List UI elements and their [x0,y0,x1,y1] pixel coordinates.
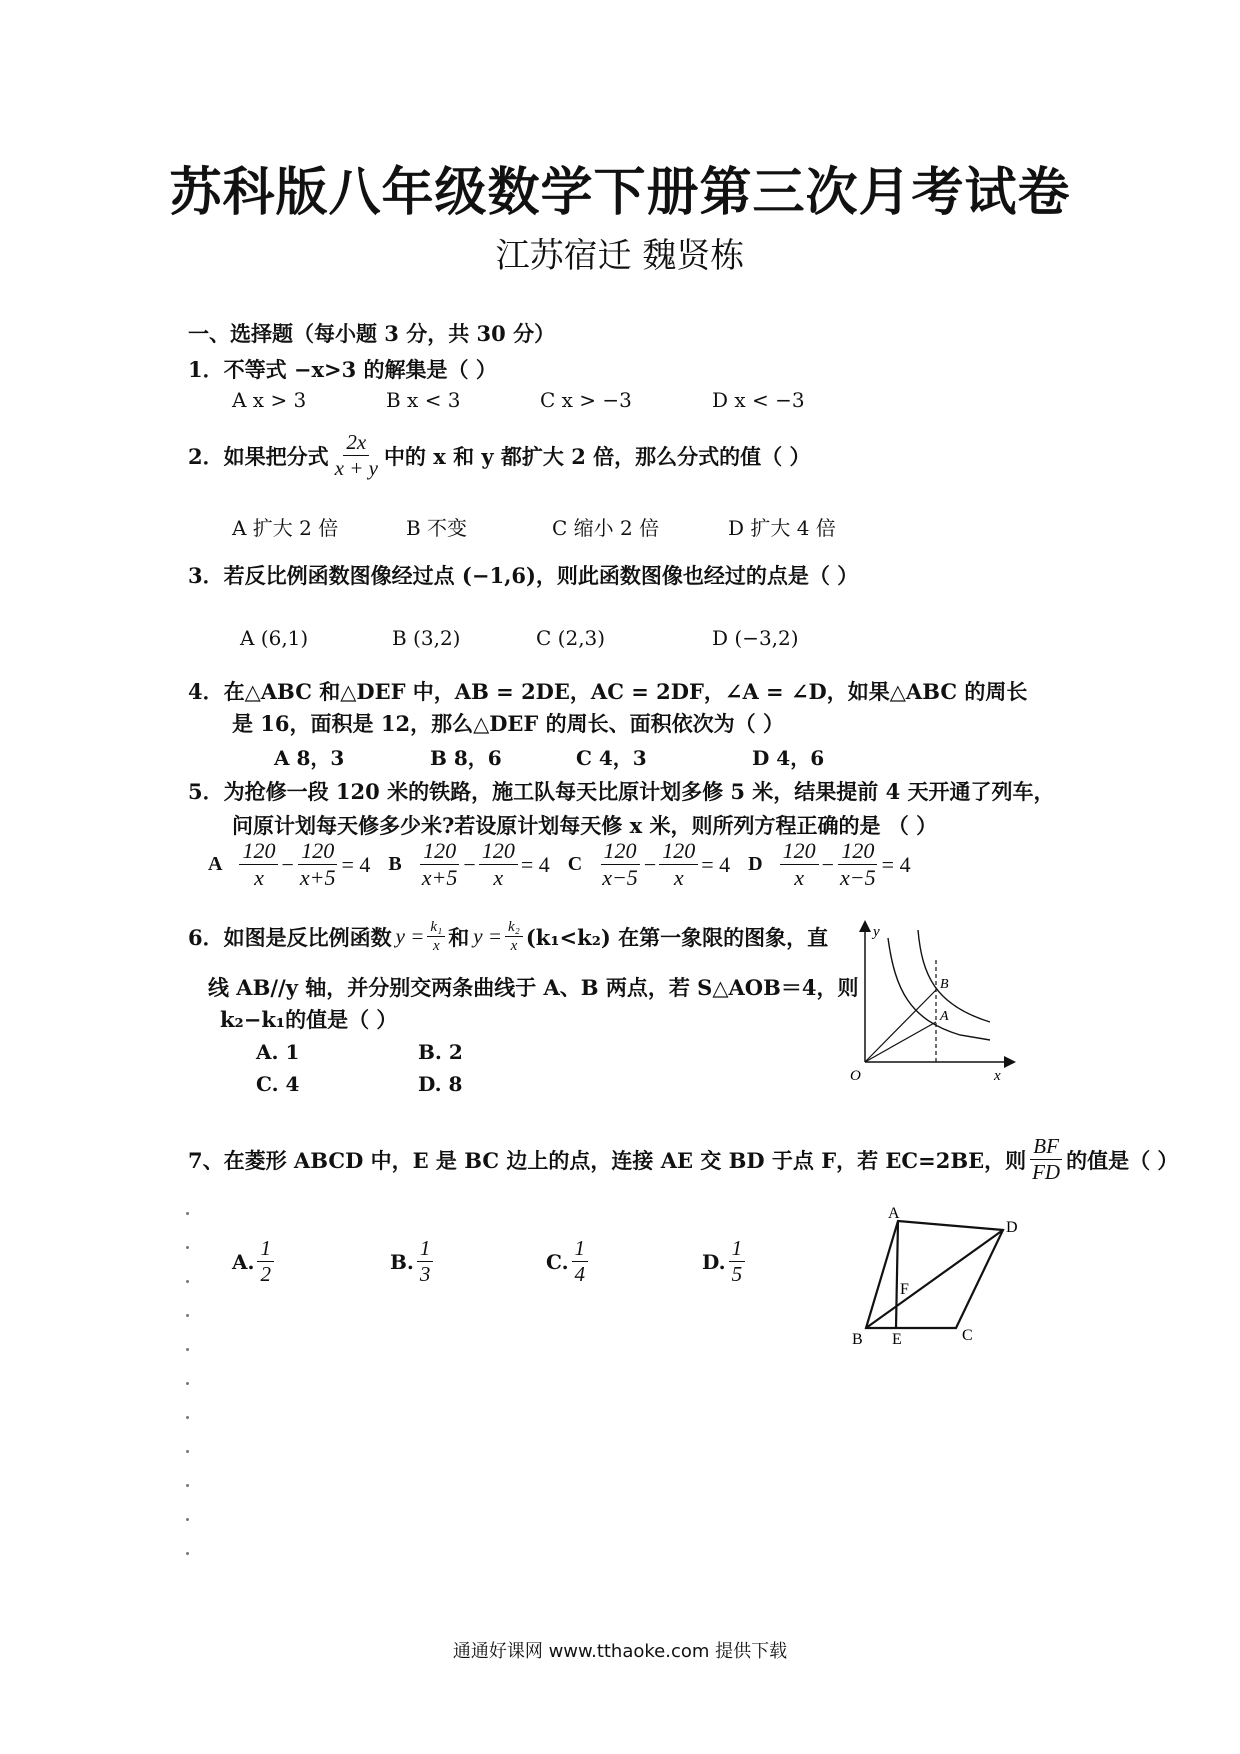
equation-rhs: = 4 [701,851,731,877]
curve-k2 [918,930,990,1022]
q6-option-b: B. 2 [418,1040,463,1064]
q7-stem-a: 7、在菱形 ABCD 中，E 是 BC 边上的点，连接 AE 交 BD 于点 F，若 EC=2BE，则 [188,1147,1027,1173]
numerator: BF [1030,1134,1062,1160]
diagonal-bd [866,1230,1003,1328]
q5-option-d [748,838,910,892]
q6-stem-b: (k₁<k₂) 在第一象限的图象，直 [525,924,829,950]
q3-option-d: D (−3,2) [712,626,799,650]
x-axis-label: x [994,1068,1001,1084]
point-c-label: C [962,1327,973,1344]
q2-stem-after: 中的 x 和 y 都扩大 2 倍，那么分式的值（ ） [383,443,811,469]
q7-option-b [390,1236,436,1287]
question-1-stem: 1．不等式 −x>3 的解集是（ ） [188,357,497,382]
q5-options-row [208,838,929,892]
point-b-label: B [940,977,949,992]
q1-option-a: A x > 3 [232,388,307,412]
margin-dot [186,1382,189,1385]
margin-dot [186,1348,189,1351]
question-4-line-1: 4．在△ABC 和△DEF 中，AB = 2DE，AC = 2DF，∠A = ∠D，如果△ABC 的周长 [188,679,1028,704]
denominator: x−5 [602,865,638,891]
question-2-stem [188,430,810,481]
q6-inverse-function-graph [840,920,1020,1092]
denominator: x [493,865,504,891]
q5-fraction [239,838,278,892]
q5-option-b [388,838,549,892]
question-5-line-2: 问原计划每天修多少米?若设原计划每天修 x 米，则所列方程正确的是 （ ） [232,813,938,838]
margin-dot [186,1314,189,1317]
numerator: 120 [838,838,877,865]
margin-dot [186,1518,189,1521]
q7-option-a [232,1236,277,1287]
q6-and: 和 [448,924,470,950]
question-6-line-3: k₂−k₁的值是（ ） [220,1007,398,1032]
q2-stem-before: 2．如果把分式 [188,443,329,469]
numerator: 1 [417,1236,434,1262]
q5-option-label: D [748,853,763,876]
margin-dot [186,1450,189,1453]
equation-rhs: = 4 [881,851,911,877]
q5-fraction [599,838,641,892]
q3-option-c: C (2,3) [536,626,606,650]
segment-oa [865,1022,936,1062]
curve-k1 [888,938,990,1040]
option-fraction [417,1236,434,1287]
option-label: C. [546,1249,569,1274]
minus-sign: − [281,851,294,877]
q5-option-label: B [388,853,402,876]
denominator: x [794,865,804,891]
question-6-stem [188,918,828,955]
y-axis-label: y [873,924,880,940]
minus-sign: − [463,851,476,877]
option-fraction [572,1236,589,1287]
point-a-label: A [940,1009,949,1024]
section-heading: 一、选择题（每小题 3 分，共 30 分） [188,321,556,346]
q7-fraction [1029,1134,1063,1185]
author-line: 江苏宿迁 魏贤栋 [495,236,745,276]
point-d-label: D [1006,1219,1018,1236]
option-label: B. [390,1249,414,1274]
origin-label: O [850,1068,861,1084]
margin-dot [186,1552,189,1555]
q2-fraction [332,430,381,481]
question-4-line-2: 是 16，面积是 12，那么△DEF 的周长、面积依次为（ ） [232,711,784,736]
segment-ae [896,1221,898,1328]
equation-rhs: = 4 [341,851,371,877]
q6-stem-a: 6．如图是反比例函数 [188,924,392,950]
margin-dot [186,1416,189,1419]
q5-fraction [297,838,339,892]
denominator: 4 [574,1262,586,1287]
q2-option-d: D 扩大 4 倍 [728,516,836,540]
numerator: 120 [780,838,819,865]
numerator: k₁ [427,918,445,937]
page-footer: 通通好课网 www.tthaoke.com 提供下载 [452,1641,788,1662]
q5-fraction [419,838,461,892]
question-6-line-2: 线 AB//y 轴，并分别交两条曲线于 A、B 两点，若 S△AOB＝4，则 [208,975,859,1000]
margin-dot [186,1484,189,1487]
q5-fraction [659,838,698,892]
q4-option-a: A 8，3 [274,746,345,770]
q5-option-label: A [208,853,223,876]
option-fraction [729,1236,746,1287]
numerator: 120 [420,838,459,865]
point-f-label: F [900,1281,909,1298]
minus-sign: − [821,851,835,877]
denominator: x [254,865,264,891]
q6-f1-lhs: y = [395,924,425,948]
page-title: 苏科版八年级数学下册第三次月考试卷 [169,162,1071,223]
denominator: x+5 [421,865,458,891]
q7-stem-b: 的值是（ ） [1066,1147,1179,1173]
margin-dot [186,1280,189,1283]
q5-option-c [568,838,730,892]
question-5-line-1: 5．为抢修一段 120 米的铁路，施工队每天比原计划多修 5 米，结果提前 4 天开通了列车， [188,779,1055,804]
numerator: 120 [298,838,337,865]
numerator: 120 [239,838,278,865]
option-fraction [257,1236,274,1287]
q5-option-label: C [567,853,583,876]
denominator: 3 [419,1262,431,1287]
denominator: 5 [731,1262,743,1287]
q4-option-c: C 4，3 [576,746,647,770]
denominator: x [510,938,518,954]
q3-option-b: B (3,2) [392,626,461,650]
q4-option-b: B 8，6 [430,746,502,770]
numerator: 1 [257,1236,274,1262]
q1-option-c: C x > −3 [540,388,632,412]
q6-f2-lhs: y = [473,924,502,948]
q7-rhombus-figure [848,1206,1028,1346]
minus-sign: − [643,851,657,877]
q7-option-d [702,1236,748,1287]
numerator: k₂ [505,918,523,937]
q2-option-a: A 扩大 2 倍 [232,516,339,540]
numerator: 120 [659,838,698,865]
numerator: 120 [601,838,640,865]
denominator: 2 [260,1262,271,1287]
q5-option-a [208,838,370,892]
q1-option-d: D x < −3 [712,388,805,412]
q6-function-1-fraction [427,918,445,955]
numerator: 1 [572,1236,589,1262]
numerator: 120 [479,838,518,865]
q2-option-c: C 缩小 2 倍 [552,516,660,540]
q2-option-b: B 不变 [406,516,468,540]
q1-option-b: B x < 3 [386,388,461,412]
margin-dot [186,1246,189,1249]
question-7-stem [188,1134,1178,1185]
q3-option-a: A (6,1) [240,626,309,650]
q2-fraction-numerator: 2x [343,430,369,456]
q5-fraction [837,838,879,892]
margin-dot [186,1212,189,1215]
denominator: x [432,938,440,954]
q5-fraction [780,838,819,892]
point-e-label: E [892,1331,902,1346]
q2-fraction-denominator: x + y [334,456,378,481]
equation-rhs: = 4 [520,851,550,877]
segment-ob [865,990,936,1062]
option-label: A. [232,1249,255,1274]
denominator: x+5 [299,865,336,891]
denominator: x [673,865,684,891]
point-b-label: B [852,1331,863,1346]
q6-option-a: A. 1 [256,1040,300,1064]
point-a-label: A [888,1206,900,1222]
option-label: D. [702,1249,726,1274]
numerator: 1 [729,1236,746,1262]
q4-option-d: D 4，6 [752,746,825,770]
denominator: x−5 [840,865,876,891]
q6-option-d: D. 8 [418,1072,463,1096]
q6-option-c: C. 4 [256,1072,300,1096]
q6-function-2-fraction [505,918,523,955]
q7-option-c [546,1236,591,1287]
q5-fraction [479,838,518,892]
question-3-stem: 3．若反比例函数图像经过点 (−1,6)，则此函数图像也经过的点是（ ） [188,563,859,588]
denominator: FD [1032,1160,1061,1185]
